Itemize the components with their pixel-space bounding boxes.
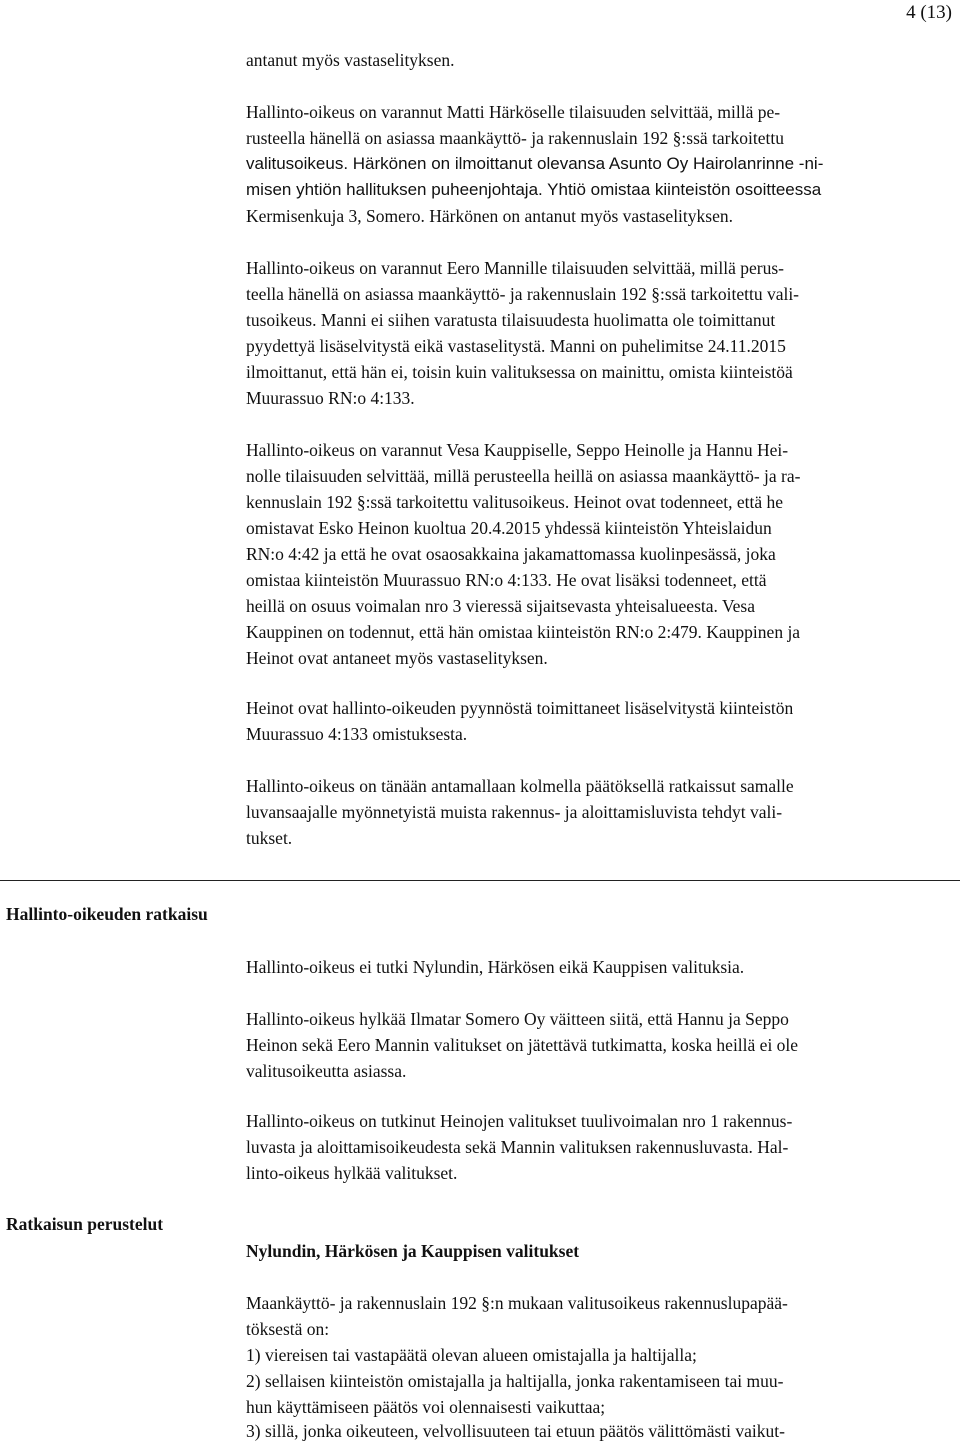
paragraph-line: Heinon sekä Eero Mannin valitukset on jätettävä tutkimatta, koska heillä ei ole xyxy=(246,1035,799,1055)
section-heading-ratkaisu: Hallinto-oikeuden ratkaisu xyxy=(6,904,208,924)
paragraph-line: rusteella hänellä on asiassa maankäyttö- ja rakennuslain 192 §:ssä tarkoitettu xyxy=(246,128,784,148)
paragraph-line: Muurassuo 4:133 omistuksesta. xyxy=(246,724,468,744)
paragraph-line: teella hänellä on asiassa maankäyttö- ja rakennuslain 192 §:ssä tarkoitettu vali- xyxy=(246,284,800,304)
paragraph-line: Muurassuo RN:o 4:133. xyxy=(246,388,415,408)
page-number: 4 (13) xyxy=(906,2,952,23)
paragraph-line: tusoikeus. Manni ei siihen varatusta tilaisuudesta huolimatta ole toimittanut xyxy=(246,310,776,330)
paragraph-line: omistaa kiinteistön Muurassuo RN:o 4:133. He ovat lisäksi todenneet, että xyxy=(246,570,767,590)
paragraph-line: misen yhtiön hallituksen puheenjohtaja. Yhtiö omistaa kiinteistön osoitteessa xyxy=(246,180,822,199)
paragraph-line: luvansaajalle myönnetyistä muista rakennus- ja aloittamisluvista tehdyt vali- xyxy=(246,802,783,822)
paragraph-line: RN:o 4:42 ja että he ovat osaosakkaina jakamattomassa kuolinpesässä, joka xyxy=(246,544,776,564)
paragraph-line: töksestä on: xyxy=(246,1319,330,1339)
paragraph-line: heillä on osuus voimalan nro 3 vieressä sijaitsevasta yhteisalueesta. Vesa xyxy=(246,596,755,616)
paragraph-line: Hallinto-oikeus hylkää Ilmatar Somero Oy väitteen siitä, että Hannu ja Seppo xyxy=(246,1009,789,1029)
paragraph-line: tukset. xyxy=(246,828,293,848)
paragraph-line: Kauppinen on todennut, että hän omistaa kiinteistön RN:o 2:479. Kauppinen ja xyxy=(246,622,801,642)
paragraph-line: Heinot ovat antaneet myös vastaselityksen. xyxy=(246,648,548,668)
section-divider xyxy=(0,880,960,881)
paragraph-line: valitusoikeus. Härkönen on ilmoittanut olevansa Asunto Oy Hairolanrinne -ni- xyxy=(246,154,824,173)
paragraph-line: valitusoikeutta asiassa. xyxy=(246,1061,407,1081)
paragraph-line: luvasta ja aloittamisoikeudesta sekä Mannin valituksen rakennusluvasta. Hal- xyxy=(246,1137,789,1157)
paragraph-line: Maankäyttö- ja rakennuslain 192 §:n mukaan valitusoikeus rakennuslupapää- xyxy=(246,1293,788,1313)
paragraph-line: Hallinto-oikeus on varannut Vesa Kauppiselle, Seppo Heinolle ja Hannu Hei- xyxy=(246,440,789,460)
paragraph-line: Heinot ovat hallinto-oikeuden pyynnöstä toimittaneet lisäselvitystä kiinteistön xyxy=(246,698,794,718)
paragraph-line: ilmoittanut, että hän ei, toisin kuin valituksessa on mainittu, omista kiinteistöä xyxy=(246,362,793,382)
list-item: 3) sillä, jonka oikeuteen, velvollisuuteen tai etuun päätös välittömästi vaikut- xyxy=(246,1421,785,1441)
paragraph-line: kennuslain 192 §:ssä tarkoitettu valitusoikeus. Heinot ovat todenneet, että he xyxy=(246,492,784,512)
paragraph-line: antanut myös vastaselityksen. xyxy=(246,50,455,70)
list-item: 2) sellaisen kiinteistön omistajalla ja haltijalla, jonka rakentamiseen tai muu- xyxy=(246,1371,784,1391)
paragraph-line: Hallinto-oikeus on varannut Matti Härköselle tilaisuuden selvittää, millä pe- xyxy=(246,102,781,122)
list-item: hun käyttämiseen päätös voi olennaisesti vaikuttaa; xyxy=(246,1397,606,1417)
paragraph-line: Hallinto-oikeus ei tutki Nylundin, Härkösen eikä Kauppisen valituksia. xyxy=(246,957,745,977)
paragraph-line: pyydettyä lisäselvitystä eikä vastaselitystä. Manni on puhelimitse 24.11.2015 xyxy=(246,336,786,356)
paragraph-line: Hallinto-oikeus on tutkinut Heinojen valitukset tuulivoimalan nro 1 rakennus- xyxy=(246,1111,793,1131)
paragraph-line: omistavat Esko Heinon kuoltua 20.4.2015 yhdessä kiinteistön Yhteislaidun xyxy=(246,518,772,538)
paragraph-line: nolle tilaisuuden selvittää, millä perusteella heillä on asiassa maankäyttö- ja ra- xyxy=(246,466,801,486)
paragraph-line: Kermisenkuja 3, Somero. Härkönen on antanut myös vastaselityksen. xyxy=(246,206,733,226)
list-item: 1) viereisen tai vastapäätä olevan alueen omistajalla ja haltijalla; xyxy=(246,1345,697,1365)
section-heading-perustelut: Ratkaisun perustelut xyxy=(6,1214,164,1234)
paragraph-line: linto-oikeus hylkää valitukset. xyxy=(246,1163,458,1183)
paragraph-line: Hallinto-oikeus on varannut Eero Mannille tilaisuuden selvittää, millä perus- xyxy=(246,258,784,278)
subsection-heading: Nylundin, Härkösen ja Kauppisen valitukset xyxy=(246,1241,580,1261)
paragraph-line: Hallinto-oikeus on tänään antamallaan kolmella päätöksellä ratkaissut samalle xyxy=(246,776,794,796)
